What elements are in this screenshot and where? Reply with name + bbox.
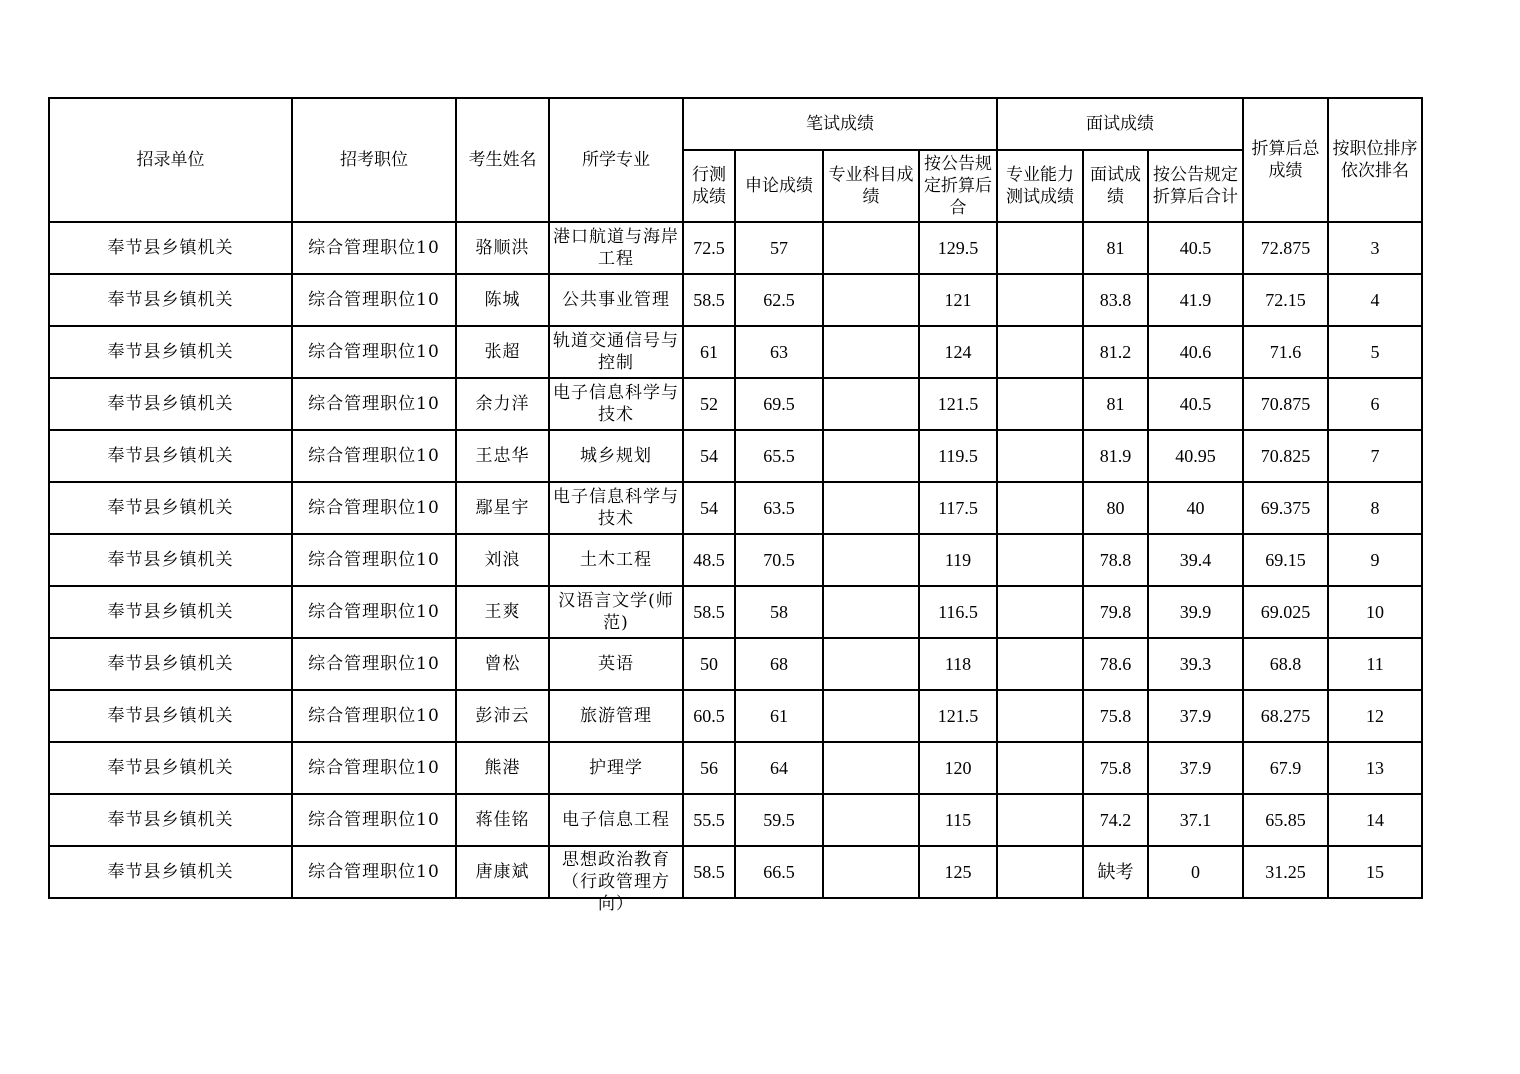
table-row: [49, 794, 1422, 846]
cell-name: 王爽: [456, 586, 549, 638]
cell-interview-score: 75.8: [1083, 690, 1148, 742]
cell-interview-score: 78.8: [1083, 534, 1148, 586]
cell-ability-test: [997, 534, 1083, 586]
header-specialty-subject: 专业科目成绩: [823, 150, 919, 222]
table-row: [49, 482, 1422, 534]
cell-shenlun: 69.5: [735, 378, 823, 430]
cell-major: 电子信息科学与技术: [549, 482, 683, 534]
table-row: [49, 846, 1422, 898]
cell-major: 港口航道与海岸工程: [549, 222, 683, 274]
cell-position: 综合管理职位10: [292, 638, 456, 690]
cell-shenlun: 57: [735, 222, 823, 274]
cell-written-total: 120: [919, 742, 997, 794]
cell-position: 综合管理职位10: [292, 430, 456, 482]
cell-rank: 15: [1328, 846, 1422, 898]
cell-written-total: 129.5: [919, 222, 997, 274]
cell-shenlun: 70.5: [735, 534, 823, 586]
header-written-group: 笔试成绩: [683, 98, 997, 150]
cell-major: 公共事业管理: [549, 274, 683, 326]
cell-rank: 6: [1328, 378, 1422, 430]
cell-xingce: 60.5: [683, 690, 735, 742]
cell-specialty-subject: [823, 326, 919, 378]
cell-final-total: 69.15: [1243, 534, 1328, 586]
cell-rank: 7: [1328, 430, 1422, 482]
cell-written-total: 124: [919, 326, 997, 378]
table-row: [49, 326, 1422, 378]
cell-xingce: 72.5: [683, 222, 735, 274]
cell-specialty-subject: [823, 846, 919, 898]
cell-name: 熊港: [456, 742, 549, 794]
cell-rank: 5: [1328, 326, 1422, 378]
cell-ability-test: [997, 846, 1083, 898]
cell-final-total: 69.025: [1243, 586, 1328, 638]
cell-position: 综合管理职位10: [292, 742, 456, 794]
cell-final-total: 68.8: [1243, 638, 1328, 690]
cell-final-total: 68.275: [1243, 690, 1328, 742]
cell-major: 汉语言文学(师范): [549, 586, 683, 638]
cell-position: 综合管理职位10: [292, 846, 456, 898]
cell-name: 王忠华: [456, 430, 549, 482]
cell-ability-test: [997, 274, 1083, 326]
cell-unit: 奉节县乡镇机关: [49, 482, 292, 534]
cell-specialty-subject: [823, 690, 919, 742]
cell-rank: 9: [1328, 534, 1422, 586]
header-final-total: 折算后总成绩: [1243, 98, 1328, 222]
cell-unit: 奉节县乡镇机关: [49, 534, 292, 586]
header-major: 所学专业: [549, 98, 683, 222]
header-unit: 招录单位: [49, 98, 292, 222]
cell-specialty-subject: [823, 430, 919, 482]
cell-major: 思想政治教育（行政管理方向）: [549, 846, 683, 898]
cell-ability-test: [997, 222, 1083, 274]
cell-final-total: 71.6: [1243, 326, 1328, 378]
cell-interview-score: 缺考: [1083, 846, 1148, 898]
cell-unit: 奉节县乡镇机关: [49, 378, 292, 430]
cell-interview-score: 79.8: [1083, 586, 1148, 638]
cell-interview-total: 39.3: [1148, 638, 1243, 690]
cell-shenlun: 62.5: [735, 274, 823, 326]
cell-position: 综合管理职位10: [292, 274, 456, 326]
cell-written-total: 121: [919, 274, 997, 326]
table-row: [49, 586, 1422, 638]
cell-shenlun: 59.5: [735, 794, 823, 846]
cell-interview-score: 81: [1083, 378, 1148, 430]
cell-major: 电子信息科学与技术: [549, 378, 683, 430]
cell-ability-test: [997, 794, 1083, 846]
cell-interview-total: 0: [1148, 846, 1243, 898]
cell-xingce: 54: [683, 430, 735, 482]
header-xingce: 行测成绩: [683, 150, 735, 222]
cell-name: 刘浪: [456, 534, 549, 586]
cell-xingce: 58.5: [683, 274, 735, 326]
cell-position: 综合管理职位10: [292, 326, 456, 378]
cell-rank: 11: [1328, 638, 1422, 690]
cell-unit: 奉节县乡镇机关: [49, 638, 292, 690]
cell-rank: 14: [1328, 794, 1422, 846]
cell-interview-score: 81.2: [1083, 326, 1148, 378]
cell-final-total: 67.9: [1243, 742, 1328, 794]
cell-xingce: 54: [683, 482, 735, 534]
cell-position: 综合管理职位10: [292, 586, 456, 638]
header-rank: 按职位排序依次排名: [1328, 98, 1422, 222]
cell-major: 旅游管理: [549, 690, 683, 742]
cell-specialty-subject: [823, 742, 919, 794]
table-row: [49, 274, 1422, 326]
cell-interview-total: 37.1: [1148, 794, 1243, 846]
cell-position: 综合管理职位10: [292, 690, 456, 742]
cell-shenlun: 68: [735, 638, 823, 690]
cell-position: 综合管理职位10: [292, 378, 456, 430]
cell-position: 综合管理职位10: [292, 794, 456, 846]
cell-written-total: 118: [919, 638, 997, 690]
cell-name: 陈城: [456, 274, 549, 326]
cell-specialty-subject: [823, 222, 919, 274]
cell-interview-score: 75.8: [1083, 742, 1148, 794]
table-row: [49, 742, 1422, 794]
cell-unit: 奉节县乡镇机关: [49, 742, 292, 794]
cell-unit: 奉节县乡镇机关: [49, 274, 292, 326]
cell-shenlun: 65.5: [735, 430, 823, 482]
table-row: [49, 430, 1422, 482]
cell-shenlun: 61: [735, 690, 823, 742]
cell-name: 蒋佳铭: [456, 794, 549, 846]
cell-specialty-subject: [823, 534, 919, 586]
cell-unit: 奉节县乡镇机关: [49, 690, 292, 742]
cell-specialty-subject: [823, 378, 919, 430]
cell-name: 余力洋: [456, 378, 549, 430]
cell-final-total: 65.85: [1243, 794, 1328, 846]
header-written-total: 按公告规定折算后合: [919, 150, 997, 222]
cell-interview-total: 37.9: [1148, 690, 1243, 742]
header-ability-test: 专业能力测试成绩: [997, 150, 1083, 222]
cell-final-total: 72.15: [1243, 274, 1328, 326]
cell-major: 电子信息工程: [549, 794, 683, 846]
cell-ability-test: [997, 742, 1083, 794]
cell-written-total: 125: [919, 846, 997, 898]
cell-xingce: 52: [683, 378, 735, 430]
cell-interview-total: 40.6: [1148, 326, 1243, 378]
header-shenlun: 申论成绩: [735, 150, 823, 222]
cell-rank: 3: [1328, 222, 1422, 274]
cell-shenlun: 66.5: [735, 846, 823, 898]
cell-final-total: 70.825: [1243, 430, 1328, 482]
cell-xingce: 61: [683, 326, 735, 378]
cell-position: 综合管理职位10: [292, 482, 456, 534]
cell-written-total: 117.5: [919, 482, 997, 534]
cell-specialty-subject: [823, 794, 919, 846]
cell-major: 轨道交通信号与控制: [549, 326, 683, 378]
cell-name: 彭沛云: [456, 690, 549, 742]
cell-final-total: 72.875: [1243, 222, 1328, 274]
cell-interview-total: 40.95: [1148, 430, 1243, 482]
cell-unit: 奉节县乡镇机关: [49, 222, 292, 274]
cell-position: 综合管理职位10: [292, 222, 456, 274]
header-position: 招考职位: [292, 98, 456, 222]
cell-interview-score: 83.8: [1083, 274, 1148, 326]
cell-specialty-subject: [823, 638, 919, 690]
cell-rank: 4: [1328, 274, 1422, 326]
table-row: [49, 638, 1422, 690]
cell-ability-test: [997, 586, 1083, 638]
cell-ability-test: [997, 430, 1083, 482]
cell-xingce: 50: [683, 638, 735, 690]
cell-unit: 奉节县乡镇机关: [49, 586, 292, 638]
cell-final-total: 70.875: [1243, 378, 1328, 430]
cell-interview-score: 80: [1083, 482, 1148, 534]
cell-written-total: 121.5: [919, 378, 997, 430]
cell-ability-test: [997, 378, 1083, 430]
cell-name: 张超: [456, 326, 549, 378]
cell-interview-total: 41.9: [1148, 274, 1243, 326]
cell-interview-total: 40.5: [1148, 222, 1243, 274]
table-row: [49, 222, 1422, 274]
cell-xingce: 58.5: [683, 586, 735, 638]
cell-rank: 8: [1328, 482, 1422, 534]
cell-interview-score: 81.9: [1083, 430, 1148, 482]
cell-interview-score: 74.2: [1083, 794, 1148, 846]
cell-shenlun: 63.5: [735, 482, 823, 534]
cell-unit: 奉节县乡镇机关: [49, 794, 292, 846]
cell-interview-total: 40.5: [1148, 378, 1243, 430]
cell-name: 骆顺洪: [456, 222, 549, 274]
score-table: [48, 97, 1423, 914]
cell-final-total: 69.375: [1243, 482, 1328, 534]
cell-specialty-subject: [823, 274, 919, 326]
cell-ability-test: [997, 482, 1083, 534]
cell-interview-total: 37.9: [1148, 742, 1243, 794]
cell-major: 护理学: [549, 742, 683, 794]
cell-rank: 13: [1328, 742, 1422, 794]
cell-name: 鄢星宇: [456, 482, 549, 534]
table-row: [49, 690, 1422, 742]
cell-shenlun: 58: [735, 586, 823, 638]
cell-final-total: 31.25: [1243, 846, 1328, 898]
cell-xingce: 58.5: [683, 846, 735, 898]
header-interview-group: 面试成绩: [997, 98, 1243, 150]
header-name: 考生姓名: [456, 98, 549, 222]
cell-position: 综合管理职位10: [292, 534, 456, 586]
cell-shenlun: 64: [735, 742, 823, 794]
cell-name: 曾松: [456, 638, 549, 690]
cell-unit: 奉节县乡镇机关: [49, 430, 292, 482]
cell-written-total: 115: [919, 794, 997, 846]
cell-unit: 奉节县乡镇机关: [49, 326, 292, 378]
cell-interview-total: 39.9: [1148, 586, 1243, 638]
table-row: [49, 534, 1422, 586]
table-row: [49, 378, 1422, 430]
cell-interview-total: 39.4: [1148, 534, 1243, 586]
cell-written-total: 119: [919, 534, 997, 586]
cell-specialty-subject: [823, 482, 919, 534]
cell-shenlun: 63: [735, 326, 823, 378]
cell-ability-test: [997, 326, 1083, 378]
cell-xingce: 55.5: [683, 794, 735, 846]
header-interview-total: 按公告规定折算后合计: [1148, 150, 1243, 222]
cell-written-total: 119.5: [919, 430, 997, 482]
cell-xingce: 48.5: [683, 534, 735, 586]
cell-interview-score: 78.6: [1083, 638, 1148, 690]
cell-interview-total: 40: [1148, 482, 1243, 534]
cell-xingce: 56: [683, 742, 735, 794]
header-interview-score: 面试成绩: [1083, 150, 1148, 222]
cell-specialty-subject: [823, 586, 919, 638]
cell-unit: 奉节县乡镇机关: [49, 846, 292, 898]
cell-name: 唐康斌: [456, 846, 549, 898]
cell-written-total: 121.5: [919, 690, 997, 742]
score-table-body: [49, 222, 1422, 914]
cell-ability-test: [997, 638, 1083, 690]
cell-ability-test: [997, 690, 1083, 742]
cell-rank: 10: [1328, 586, 1422, 638]
cell-major: 城乡规划: [549, 430, 683, 482]
cell-written-total: 116.5: [919, 586, 997, 638]
cell-major: 土木工程: [549, 534, 683, 586]
cell-interview-score: 81: [1083, 222, 1148, 274]
cell-rank: 12: [1328, 690, 1422, 742]
cell-major: 英语: [549, 638, 683, 690]
